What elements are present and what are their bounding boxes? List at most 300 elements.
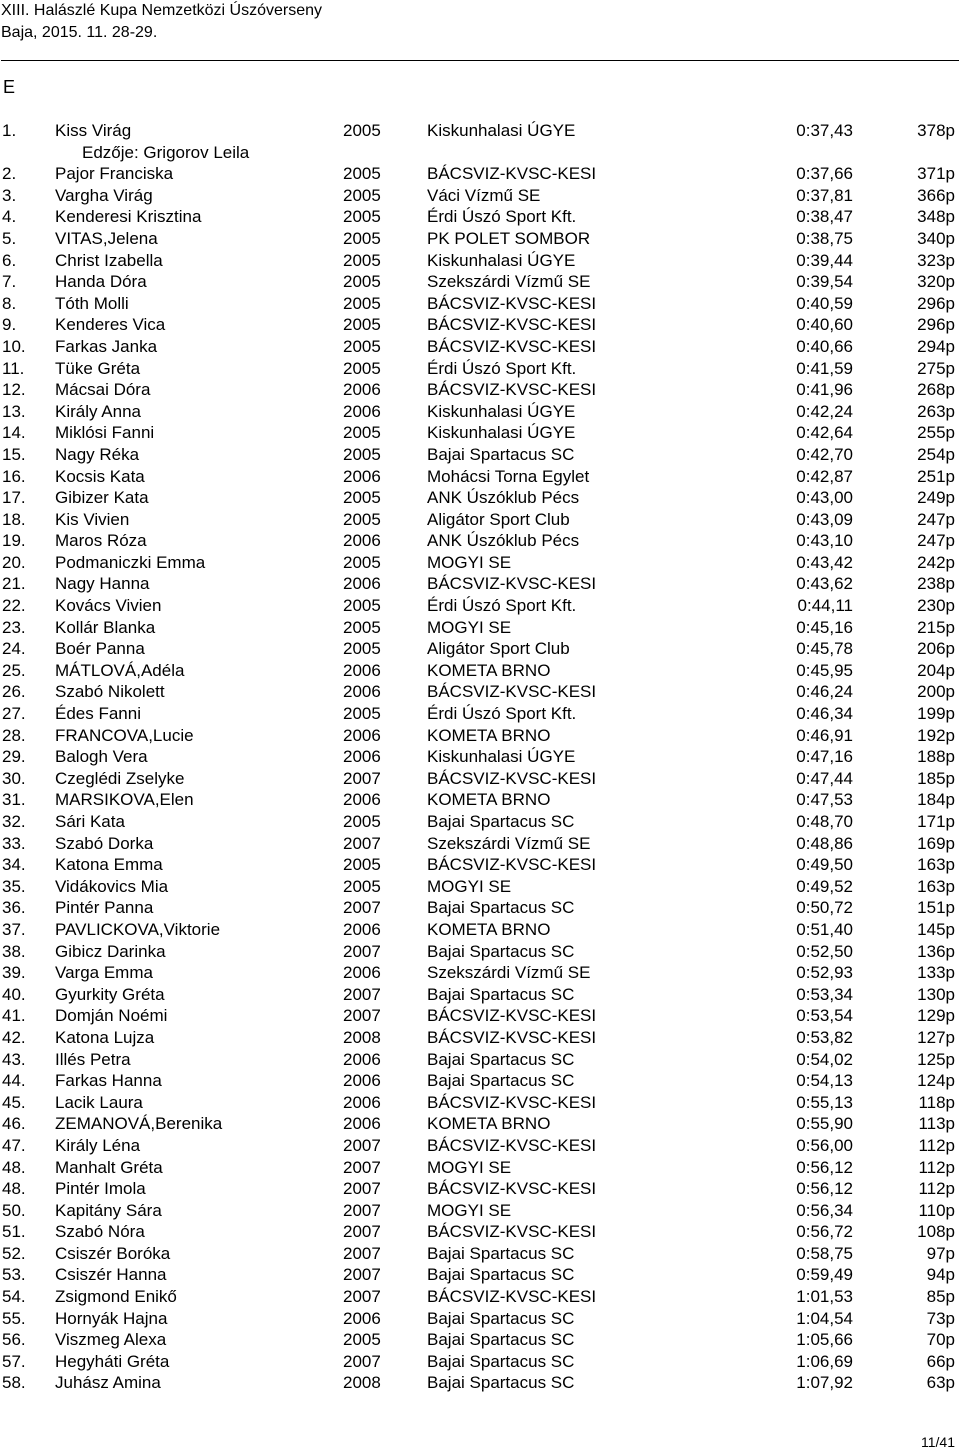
fina-points: 118p <box>918 1092 955 1112</box>
race-time: 0:41,96 <box>796 380 853 400</box>
result-row <box>0 897 960 919</box>
birth-year: 2005 <box>343 358 381 378</box>
swimmer-name: Manhalt Gréta <box>55 1157 163 1177</box>
birth-year: 2007 <box>343 941 381 961</box>
result-row <box>0 919 960 941</box>
result-rank: 31. <box>2 790 26 810</box>
result-rank: 22. <box>2 596 26 616</box>
result-rank: 17. <box>2 488 26 508</box>
birth-year: 2006 <box>343 725 381 745</box>
result-rank: 20. <box>2 552 26 572</box>
race-time: 0:45,78 <box>796 639 853 659</box>
race-time: 0:40,60 <box>796 315 853 335</box>
fina-points: 112p <box>918 1135 955 1155</box>
club-name: KOMETA BRNO <box>427 725 551 745</box>
result-row <box>0 1135 960 1157</box>
swimmer-name: Király Léna <box>55 1135 141 1155</box>
result-rank: 48. <box>2 1157 26 1177</box>
club-name: Érdi Úszó Sport Kft. <box>427 704 577 724</box>
result-row <box>0 984 960 1006</box>
birth-year: 2007 <box>343 1351 381 1371</box>
club-name: MOGYI SE <box>427 1157 512 1177</box>
club-name: MOGYI SE <box>427 1200 512 1220</box>
birth-year: 2006 <box>343 531 381 551</box>
club-name: BÁCSVIZ-KVSC-KESI <box>427 855 597 875</box>
result-rank: 57. <box>2 1351 26 1371</box>
birth-year: 2006 <box>343 1308 381 1328</box>
category-label: E <box>3 77 16 97</box>
fina-points: 163p <box>917 855 955 875</box>
race-time: 1:01,53 <box>796 1287 853 1307</box>
coach-line: Edzője: Grigorov Leila <box>82 142 250 162</box>
swimmer-name: Illés Petra <box>55 1049 131 1069</box>
result-row <box>0 444 960 466</box>
birth-year: 2007 <box>343 1200 381 1220</box>
fina-points: 188p <box>917 747 955 767</box>
birth-year: 2006 <box>343 380 381 400</box>
swimmer-name: Vargha Virág <box>55 185 153 205</box>
result-rank: 7. <box>2 272 17 292</box>
birth-year: 2007 <box>343 1287 381 1307</box>
result-row <box>0 811 960 833</box>
club-name: BÁCSVIZ-KVSC-KESI <box>427 1222 597 1242</box>
club-name: Kiskunhalasi ÚGYE <box>427 423 576 443</box>
club-name: Bajai Spartacus SC <box>427 444 575 464</box>
result-rank: 24. <box>2 639 26 659</box>
swimmer-name: Gibizer Kata <box>55 488 149 508</box>
result-rank: 36. <box>2 898 26 918</box>
result-row <box>0 466 960 488</box>
swimmer-name: ZEMANOVÁ,Berenika <box>55 1114 223 1134</box>
club-name: Érdi Úszó Sport Kft. <box>427 207 577 227</box>
result-rank: 27. <box>2 704 26 724</box>
fina-points: 151p <box>917 898 955 918</box>
birth-year: 2005 <box>343 812 381 831</box>
birth-year: 2005 <box>343 639 381 659</box>
swimmer-name: Kenderesi Krisztina <box>55 207 202 227</box>
result-rank: 5. <box>2 228 17 248</box>
fina-points: 238p <box>917 574 955 594</box>
swimmer-name: Domján Noémi <box>55 1006 168 1026</box>
swimmer-name: Király Anna <box>55 401 141 421</box>
results-list <box>0 120 960 1394</box>
swimmer-name: Kiss Virág <box>55 121 132 140</box>
result-row <box>0 1049 960 1071</box>
result-row <box>0 1264 960 1286</box>
result-row <box>0 1372 960 1394</box>
swimmer-name: Vidákovics Mia <box>55 876 169 896</box>
club-name: Bajai Spartacus SC <box>427 1049 575 1069</box>
club-name: Érdi Úszó Sport Kft. <box>427 358 577 378</box>
result-rank: 32. <box>2 812 26 831</box>
fina-points: 63p <box>926 1373 955 1393</box>
result-rank: 3. <box>2 185 17 205</box>
club-name: KOMETA BRNO <box>427 919 551 939</box>
swimmer-name: Csiszér Boróka <box>55 1243 171 1263</box>
result-row <box>0 552 960 574</box>
fina-points: 247p <box>917 509 955 529</box>
race-time: 0:37,81 <box>796 185 853 205</box>
result-rank: 35. <box>2 876 26 896</box>
swimmer-name: Kovács Vivien <box>55 596 162 616</box>
fina-points: 200p <box>917 682 955 702</box>
swimmer-name: Pajor Franciska <box>55 164 174 184</box>
result-row <box>0 422 960 444</box>
race-time: 0:43,62 <box>796 574 853 594</box>
race-time: 0:54,13 <box>796 1071 853 1091</box>
swimmer-name: Lacik Laura <box>55 1092 143 1112</box>
birth-year: 2008 <box>343 1027 381 1047</box>
result-rank: 48. <box>2 1179 26 1199</box>
club-name: PK POLET SOMBOR <box>427 228 591 248</box>
club-name: BÁCSVIZ-KVSC-KESI <box>427 315 597 335</box>
result-rank: 10. <box>2 336 26 356</box>
swimmer-name: Handa Dóra <box>55 272 147 292</box>
birth-year: 2005 <box>343 336 381 356</box>
birth-year: 2005 <box>343 315 381 335</box>
fina-points: 127p <box>917 1027 955 1047</box>
result-rank: 34. <box>2 855 26 875</box>
race-time: 0:48,86 <box>796 833 853 853</box>
header-divider <box>1 60 959 61</box>
result-rank: 41. <box>2 1006 26 1026</box>
race-time: 0:39,44 <box>796 250 853 270</box>
result-rank: 42. <box>2 1027 26 1047</box>
swimmer-name: Nagy Réka <box>55 444 140 464</box>
result-row <box>0 185 960 207</box>
result-rank: 12. <box>2 380 26 400</box>
birth-year: 2007 <box>343 898 381 918</box>
fina-points: 268p <box>917 380 955 400</box>
race-time: 0:53,82 <box>796 1027 853 1047</box>
club-name: Bajai Spartacus SC <box>427 1265 575 1285</box>
event-title: XIII. Halászlé Kupa Nemzetközi Úszóverseny <box>1 2 323 19</box>
fina-points: 255p <box>917 423 955 443</box>
result-row <box>0 595 960 617</box>
race-time: 0:41,59 <box>796 358 853 378</box>
birth-year: 2005 <box>343 444 381 464</box>
race-time: 0:42,87 <box>796 466 853 486</box>
club-name: Kiskunhalasi ÚGYE <box>427 401 576 421</box>
fina-points: 263p <box>917 401 955 421</box>
result-rank: 45. <box>2 1092 26 1112</box>
result-row <box>0 120 960 142</box>
result-rank: 39. <box>2 963 26 983</box>
result-row <box>0 250 960 272</box>
swimmer-name: Kollár Blanka <box>55 617 156 637</box>
result-row <box>0 681 960 703</box>
fina-points: 323p <box>917 250 955 270</box>
result-rank: 16. <box>2 466 26 486</box>
fina-points: 199p <box>917 704 955 724</box>
fina-points: 163p <box>917 876 955 896</box>
club-name: Szekszárdi Vízmű SE <box>427 833 591 853</box>
result-row <box>0 1027 960 1049</box>
club-name: Bajai Spartacus SC <box>427 812 575 831</box>
club-name: BÁCSVIZ-KVSC-KESI <box>427 164 597 184</box>
birth-year: 2005 <box>343 596 381 616</box>
result-rank: 30. <box>2 768 26 788</box>
club-name: Bajai Spartacus SC <box>427 984 575 1004</box>
fina-points: 124p <box>917 1071 955 1091</box>
page-number: 11/41 <box>921 1434 955 1450</box>
result-row <box>0 876 960 898</box>
club-name: Bajai Spartacus SC <box>427 1308 575 1328</box>
birth-year: 2007 <box>343 1135 381 1155</box>
result-rank: 52. <box>2 1243 26 1263</box>
birth-year: 2007 <box>343 1179 381 1199</box>
fina-points: 108p <box>917 1222 955 1242</box>
birth-year: 2006 <box>343 919 381 939</box>
result-rank: 1. <box>2 121 17 140</box>
race-time: 0:45,95 <box>796 660 853 680</box>
swimmer-name: Juhász Amina <box>55 1373 161 1393</box>
result-rank: 28. <box>2 725 26 745</box>
swimmer-name: Szabó Nikolett <box>55 682 165 702</box>
swimmer-name: Édes Fanni <box>55 704 141 724</box>
race-time: 0:59,49 <box>796 1265 853 1285</box>
fina-points: 73p <box>926 1308 955 1328</box>
fina-points: 133p <box>917 963 955 983</box>
swimmer-name: Szabó Nóra <box>55 1222 145 1242</box>
race-time: 0:53,34 <box>796 984 853 1004</box>
birth-year: 2005 <box>343 121 381 140</box>
fina-points: 171p <box>917 812 955 831</box>
race-time: 0:39,54 <box>796 272 853 292</box>
result-rank: 13. <box>2 401 26 421</box>
swimmer-name: Pintér Panna <box>55 898 154 918</box>
swimmer-name: Boér Panna <box>55 639 145 659</box>
club-name: Bajai Spartacus SC <box>427 1351 575 1371</box>
result-row <box>0 1286 960 1308</box>
fina-points: 112p <box>918 1179 955 1199</box>
race-time: 0:46,24 <box>796 682 853 702</box>
swimmer-name: Csiszér Hanna <box>55 1265 167 1285</box>
race-time: 0:51,40 <box>796 919 853 939</box>
fina-points: 110p <box>918 1200 955 1220</box>
result-row <box>0 1005 960 1027</box>
result-row <box>0 401 960 423</box>
birth-year: 2007 <box>343 1222 381 1242</box>
birth-year: 2006 <box>343 790 381 810</box>
result-row <box>0 228 960 250</box>
result-row <box>0 530 960 552</box>
fina-points: 85p <box>926 1287 955 1307</box>
race-time: 0:46,34 <box>796 704 853 724</box>
swimmer-name: Gyurkity Gréta <box>55 984 165 1004</box>
result-row <box>0 1178 960 1200</box>
race-time: 0:56,12 <box>796 1157 853 1177</box>
club-name: Szekszárdi Vízmű SE <box>427 272 591 292</box>
race-time: 0:42,64 <box>796 423 853 443</box>
swimmer-name: Miklósi Fanni <box>55 423 155 443</box>
birth-year: 2005 <box>343 855 381 875</box>
race-time: 0:49,50 <box>796 855 853 875</box>
club-name: Bajai Spartacus SC <box>427 1243 575 1263</box>
fina-points: 169p <box>917 833 955 853</box>
result-rank: 56. <box>2 1330 26 1350</box>
club-name: BÁCSVIZ-KVSC-KESI <box>427 380 597 400</box>
result-rank: 2. <box>2 164 17 184</box>
club-name: KOMETA BRNO <box>427 1114 551 1134</box>
race-time: 0:53,54 <box>796 1006 853 1026</box>
club-name: Érdi Úszó Sport Kft. <box>427 596 577 616</box>
fina-points: 206p <box>917 639 955 659</box>
result-row <box>0 1200 960 1222</box>
club-name: ANK Úszóklub Pécs <box>427 488 580 508</box>
race-time: 0:47,53 <box>796 790 853 810</box>
club-name: Bajai Spartacus SC <box>427 1373 575 1393</box>
club-name: BÁCSVIZ-KVSC-KESI <box>427 1006 597 1026</box>
result-row <box>0 617 960 639</box>
result-rank: 37. <box>2 919 26 939</box>
race-time: 0:43,00 <box>796 488 853 508</box>
birth-year: 2006 <box>343 1114 381 1134</box>
result-rank: 11. <box>2 358 25 378</box>
race-time: 0:55,90 <box>796 1114 853 1134</box>
swimmer-name: Tüke Gréta <box>55 358 141 378</box>
swimmer-name: Kis Vivien <box>55 509 130 529</box>
race-time: 0:55,13 <box>796 1092 853 1112</box>
swimmer-name: Kocsis Kata <box>55 466 145 486</box>
birth-year: 2008 <box>343 1373 381 1393</box>
birth-year: 2006 <box>343 466 381 486</box>
swimmer-name: Hegyháti Gréta <box>55 1351 170 1371</box>
race-time: 0:56,00 <box>796 1135 853 1155</box>
race-time: 0:56,72 <box>796 1222 853 1242</box>
birth-year: 2005 <box>343 272 381 292</box>
birth-year: 2005 <box>343 293 381 313</box>
race-time: 0:43,10 <box>796 531 853 551</box>
race-time: 1:07,92 <box>796 1373 853 1393</box>
race-time: 0:42,24 <box>796 401 853 421</box>
swimmer-name: Mácsai Dóra <box>55 380 151 400</box>
result-row <box>0 1221 960 1243</box>
birth-year: 2005 <box>343 617 381 637</box>
result-rank: 21. <box>2 574 26 594</box>
race-time: 0:45,16 <box>796 617 853 637</box>
fina-points: 296p <box>917 293 955 313</box>
result-rank: 23. <box>2 617 26 637</box>
race-time: 0:43,42 <box>796 552 853 572</box>
result-rank: 43. <box>2 1049 26 1069</box>
race-time: 0:46,91 <box>796 725 853 745</box>
birth-year: 2006 <box>343 963 381 983</box>
result-row <box>0 271 960 293</box>
swimmer-name: Hornyák Hajna <box>55 1308 168 1328</box>
result-rank: 38. <box>2 941 26 961</box>
fina-points: 66p <box>926 1351 955 1371</box>
birth-year: 2007 <box>343 984 381 1004</box>
result-row <box>0 573 960 595</box>
birth-year: 2006 <box>343 401 381 421</box>
result-rank: 44. <box>2 1071 26 1091</box>
swimmer-name: Varga Emma <box>55 963 153 983</box>
swimmer-name: Szabó Dorka <box>55 833 154 853</box>
birth-year: 2005 <box>343 1330 381 1350</box>
result-row <box>0 1070 960 1092</box>
swimmer-name: Christ Izabella <box>55 250 163 270</box>
fina-points: 254p <box>917 444 955 464</box>
fina-points: 294p <box>917 336 955 356</box>
club-name: BÁCSVIZ-KVSC-KESI <box>427 682 597 702</box>
result-row <box>0 854 960 876</box>
fina-points: 94p <box>926 1265 955 1285</box>
result-row <box>0 487 960 509</box>
club-name: Aligátor Sport Club <box>427 509 570 529</box>
result-rank: 9. <box>2 315 17 335</box>
club-name: Bajai Spartacus SC <box>427 1330 575 1350</box>
swimmer-name: Kapitány Sára <box>55 1200 162 1220</box>
swimmer-name: Czeglédi Zselyke <box>55 768 185 788</box>
result-row <box>0 293 960 315</box>
birth-year: 2007 <box>343 1006 381 1026</box>
swimmer-name: Farkas Janka <box>55 336 158 356</box>
club-name: BÁCSVIZ-KVSC-KESI <box>427 293 597 313</box>
swimmer-name: Gibicz Darinka <box>55 941 166 961</box>
fina-points: 130p <box>917 984 955 1004</box>
event-date-location: Baja, 2015. 11. 28-29. <box>1 24 158 41</box>
result-rank: 54. <box>2 1287 26 1307</box>
club-name: Kiskunhalasi ÚGYE <box>427 121 576 140</box>
birth-year: 2007 <box>343 833 381 853</box>
race-time: 0:43,09 <box>796 509 853 529</box>
race-time: 0:42,70 <box>796 444 853 464</box>
result-row <box>0 509 960 531</box>
result-row <box>0 206 960 228</box>
result-rank: 33. <box>2 833 26 853</box>
club-name: BÁCSVIZ-KVSC-KESI <box>427 1092 597 1112</box>
fina-points: 247p <box>917 531 955 551</box>
document-header <box>1 0 959 44</box>
race-time: 0:48,70 <box>796 812 853 831</box>
result-row <box>0 379 960 401</box>
swimmer-name: MÁTLOVÁ,Adéla <box>55 660 185 680</box>
race-time: 0:50,72 <box>796 898 853 918</box>
race-time: 0:47,16 <box>796 747 853 767</box>
fina-points: 204p <box>917 660 955 680</box>
swimmer-name: PAVLICKOVA,Viktorie <box>55 919 221 939</box>
club-name: Bajai Spartacus SC <box>427 1071 575 1091</box>
race-time: 0:37,66 <box>796 164 853 184</box>
race-time: 1:04,54 <box>796 1308 853 1328</box>
fina-points: 185p <box>917 768 955 788</box>
race-time: 1:05,66 <box>796 1330 853 1350</box>
fina-points: 249p <box>917 488 955 508</box>
club-name: MOGYI SE <box>427 876 512 896</box>
fina-points: 320p <box>917 272 955 292</box>
race-time: 1:06,69 <box>796 1351 853 1371</box>
fina-points: 129p <box>917 1006 955 1026</box>
race-time: 0:56,34 <box>796 1200 853 1220</box>
race-time: 0:56,12 <box>796 1179 853 1199</box>
birth-year: 2005 <box>343 164 381 184</box>
fina-points: 113p <box>918 1114 955 1134</box>
birth-year: 2005 <box>343 423 381 443</box>
result-row <box>0 1243 960 1265</box>
result-rank: 29. <box>2 747 26 767</box>
club-name: Kiskunhalasi ÚGYE <box>427 250 576 270</box>
birth-year: 2005 <box>343 876 381 896</box>
fina-points: 70p <box>926 1330 955 1350</box>
result-row <box>0 1329 960 1351</box>
fina-points: 251p <box>917 466 955 486</box>
birth-year: 2006 <box>343 747 381 767</box>
birth-year: 2005 <box>343 250 381 270</box>
fina-points: 145p <box>917 919 955 939</box>
fina-points: 136p <box>917 941 955 961</box>
race-time: 0:58,75 <box>796 1243 853 1263</box>
